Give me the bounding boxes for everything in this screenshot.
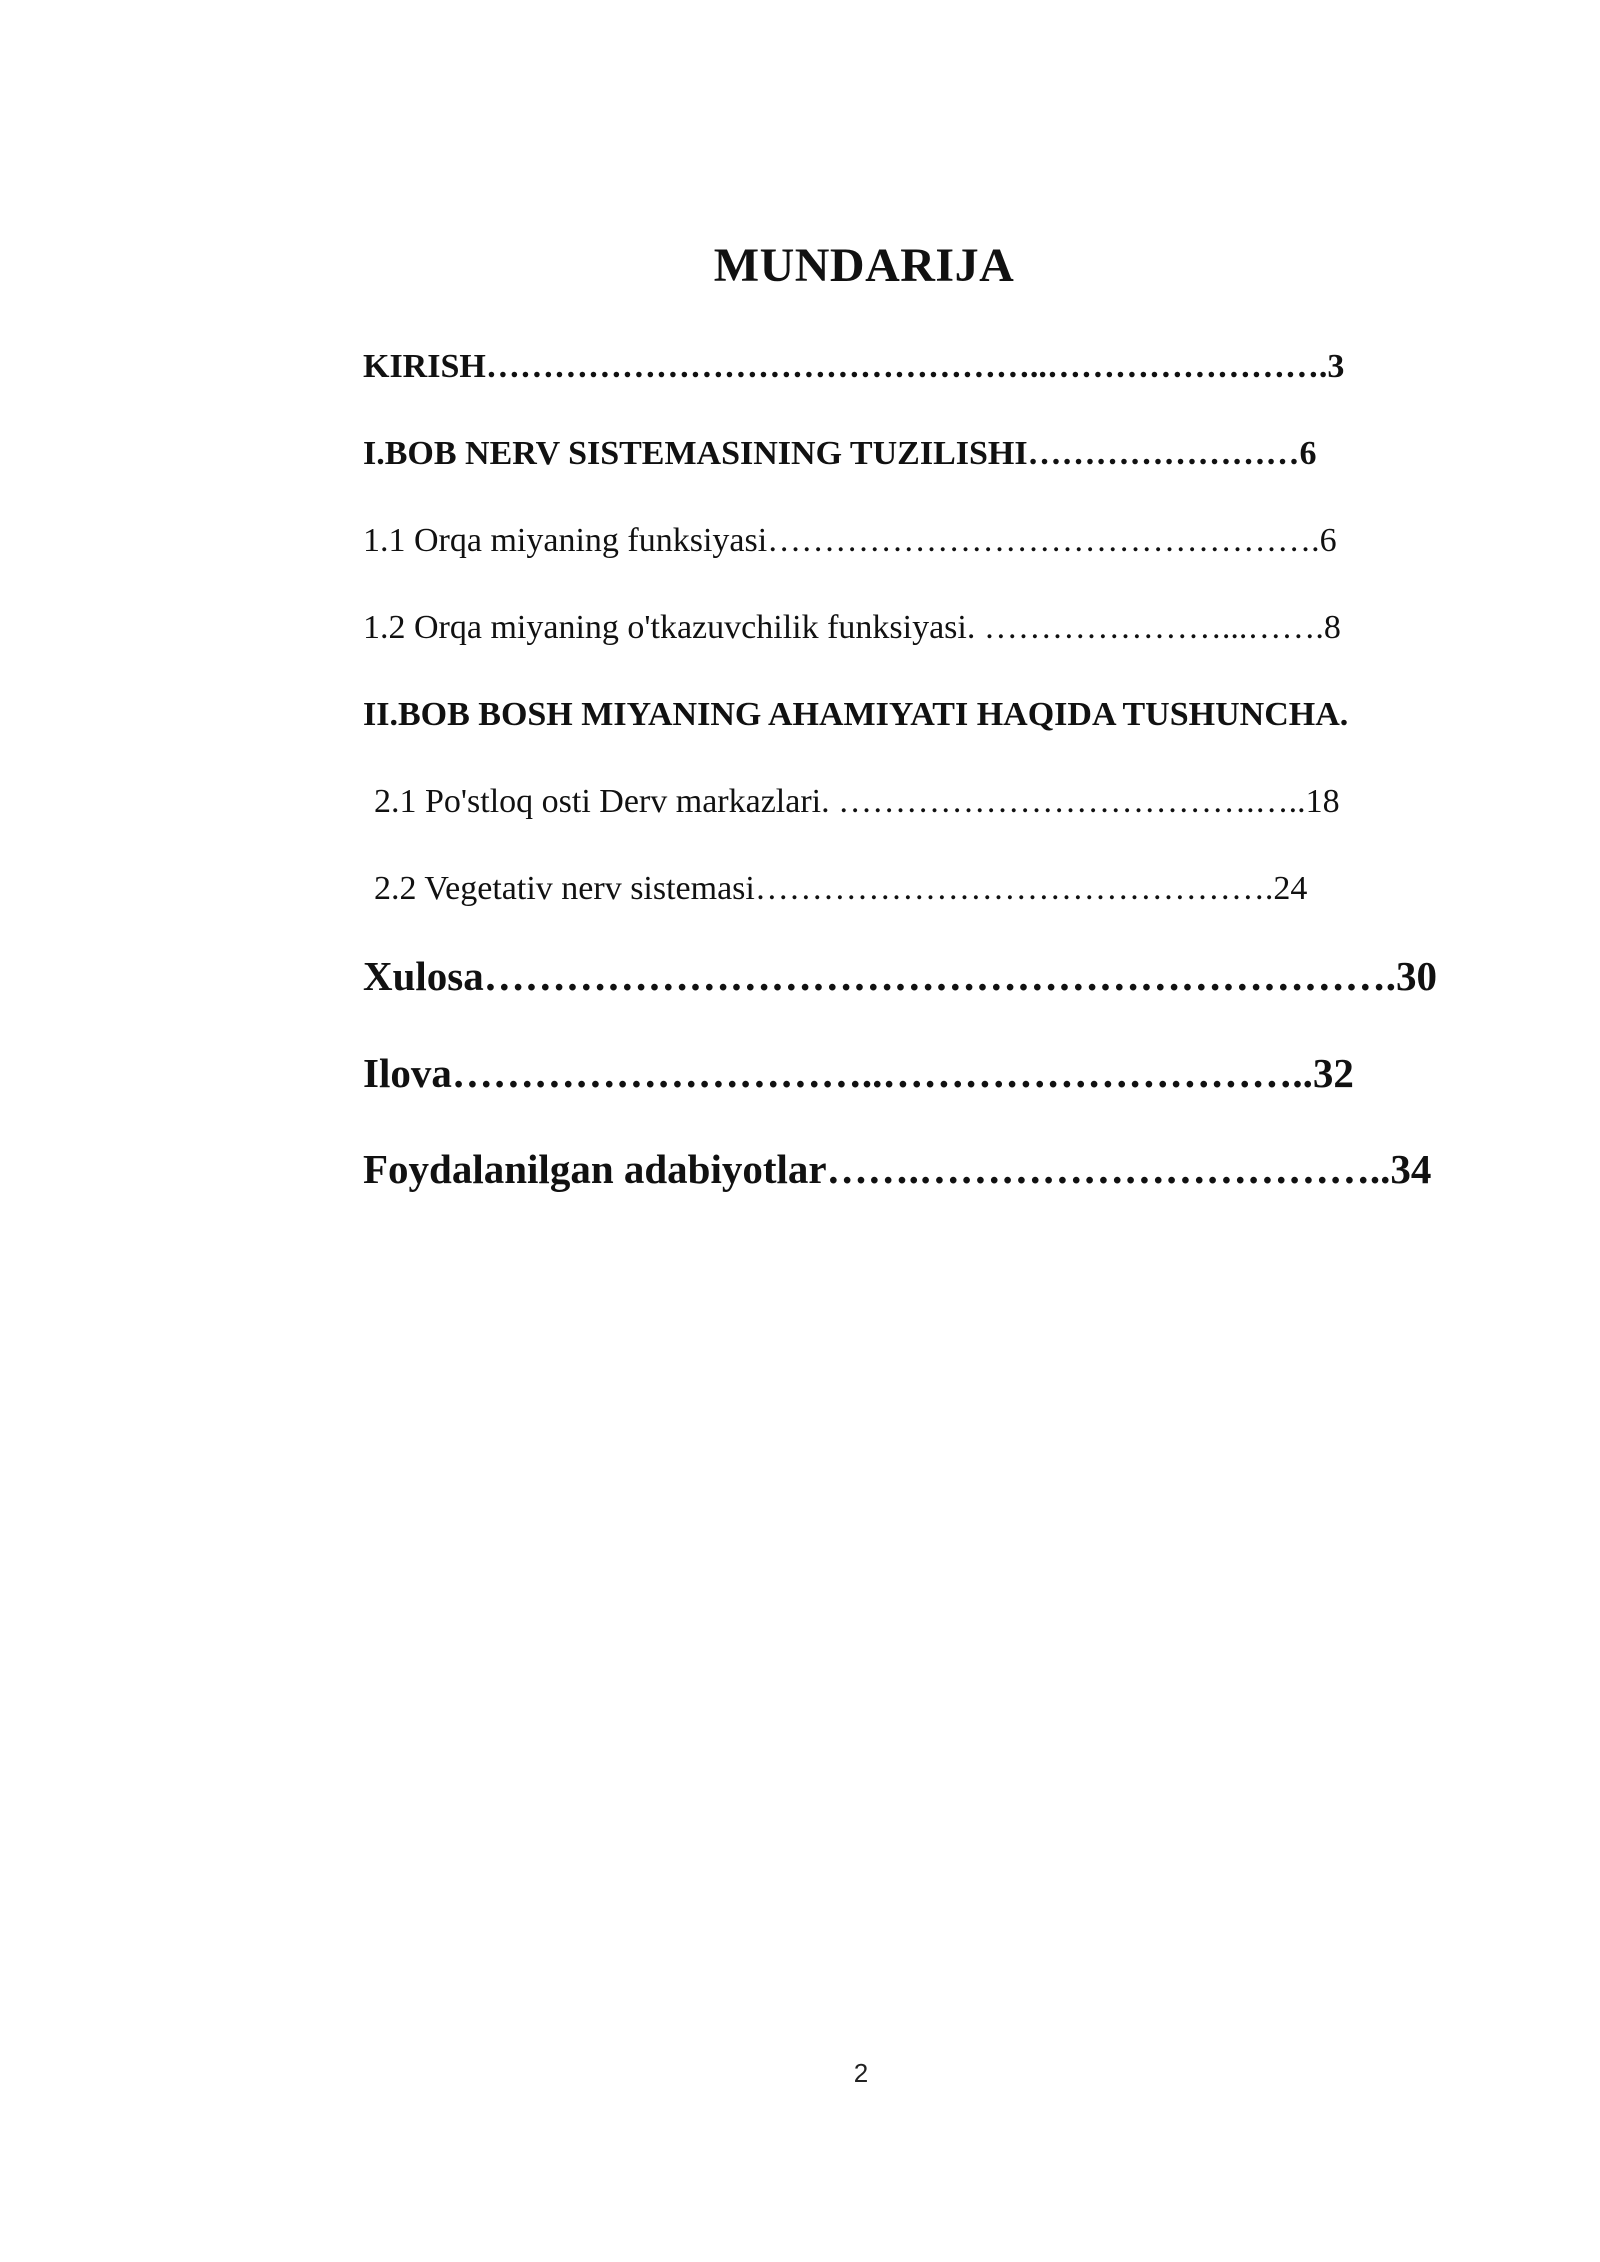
toc-entry-chapter-1: I.BOB NERV SISTEMASINING TUZILISHI……………………6: [363, 435, 1317, 472]
toc-entry-section-1-2: 1.2 Orqa miyaning o'tkazuvchilik funksiyasi. …………………...…….8: [363, 609, 1341, 646]
toc-title: MUNDARIJA: [713, 239, 1015, 292]
toc-entry-chapter-2: II.BOB BOSH MIYANING AHAMIYATI HAQIDA TUSHUNCHA.: [363, 696, 1349, 733]
page-number: 2: [853, 2058, 869, 2088]
toc-entry-xulosa: Xulosa………………………………………………………….30: [363, 953, 1438, 999]
toc-entry-references: Foydalanilgan adabiyotlar…….……………………………..34: [363, 1146, 1432, 1192]
toc-entry-section-1-1: 1.1 Orqa miyaning funksiyasi………………………………………….6: [363, 522, 1337, 559]
toc-entry-section-2-1: 2.1 Po'stloq osti Derv markazlari. ……………………………….…..18: [374, 783, 1340, 820]
toc-entry-ilova: Ilova…………………………..…………………………..32: [363, 1050, 1354, 1096]
toc-entry-section-2-2: 2.2 Vegetativ nerv sistemasi……………………………………….24: [374, 870, 1308, 907]
toc-entry-kirish: KIRISH…………………………………………..…………………….3: [363, 348, 1345, 385]
